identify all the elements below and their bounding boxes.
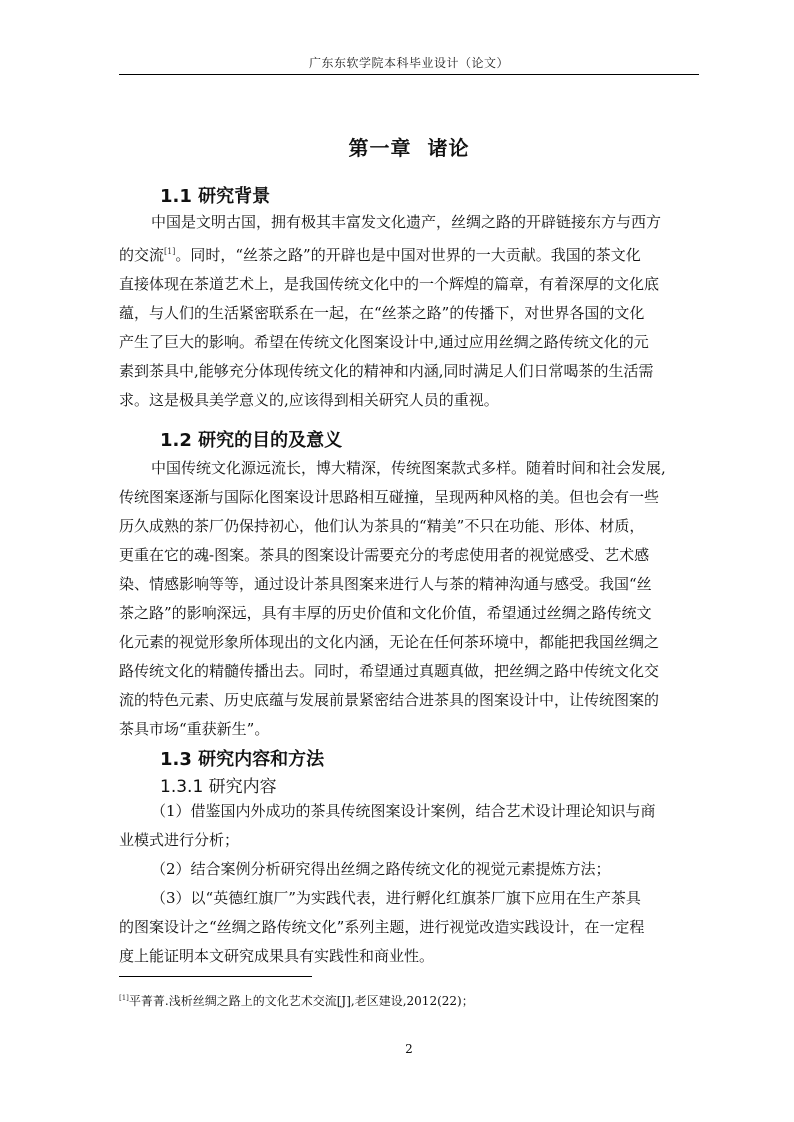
section-1-3-paragraphs [119, 797, 704, 971]
footnote-text: 平菁菁.浅析丝绸之路上的文化艺术交流[J],老区建设,2012(22)； [128, 994, 474, 1008]
text-line: （3）以“英德红旗厂”为实践代表，进行孵化红旗茶厂旗下应用在生产茶具 [151, 889, 641, 907]
chapter-number: 第一章 [348, 136, 412, 160]
footnote-reference[interactable]: [1] [164, 247, 176, 256]
text-line: 中国传统文化源远流长，博大精深，传统图案款式多样。随着时间和社会发展, [151, 459, 666, 477]
text-line: 素到茶具中,能够充分体现传统文化的精神和内涵,同时满足人们日常喝茶的生活需 [119, 362, 654, 380]
section-1-2-paragraph [119, 454, 704, 744]
section-heading-1-3: 1.3 研究内容和方法 [160, 749, 325, 770]
text-line: 中国是文明古国，拥有极其丰富发文化遗产，丝绸之路的开辟链接东方与西方 [151, 213, 662, 231]
text-line: 更重在它的魂-图案。茶具的图案设计需要充分的考虑使用者的视觉感受、艺术感 [119, 546, 650, 564]
text-line: 业模式进行分析； [119, 831, 240, 849]
text-line: 直接体现在茶道艺术上，是我国传统文化中的一个辉煌的篇章，有着深厚的文化底 [119, 275, 660, 293]
text-line: 产生了巨大的影响。希望在传统文化图案设计中,通过应用丝绸之路传统文化的元 [119, 333, 649, 351]
header-divider [119, 74, 699, 75]
text-line: 路传统文化的精髓传播出去。同时，希望通过真题真做，把丝绸之路中传统文化交 [119, 662, 660, 680]
text-line: 染、情感影响等等，通过设计茶具图案来进行人与茶的精神沟通与感受。我国“丝 [119, 575, 652, 593]
text-line: 茶之路”的影响深远，具有丰厚的历史价值和文化价值，希望通过丝绸之路传统文 [119, 604, 652, 622]
text-line: 求。这是极具美学意义的,应该得到相关研究人员的重视。 [119, 391, 499, 409]
text-fragment: 的交流 [119, 246, 165, 264]
page-number: 2 [405, 1042, 413, 1056]
text-line: 历久成熟的茶厂仍保持初心，他们认为茶具的“精美”不只在功能、形体、材质， [119, 517, 645, 535]
text-line: （2）结合案例分析研究得出丝绸之路传统文化的视觉元素提炼方法； [151, 860, 611, 878]
text-fragment: 。同时，“丝茶之路”的开辟也是中国对世界的一大贡献。我国的茶文化 [175, 246, 641, 264]
text-line: （1）借鉴国内外成功的茶具传统图案设计案例，结合艺术设计理论知识与商 [151, 802, 656, 820]
text-line: 传统图案逐渐与国际化图案设计思路相互碰撞，呈现两种风格的美。但也会有一些 [119, 488, 660, 506]
text-line: 化元素的视觉形象所体现出的文化内涵，无论在任何茶环境中，都能把我国丝绸之 [119, 633, 660, 651]
footnote-marker: [1] [119, 994, 129, 1002]
text-line: 流的特色元素、历史底蕴与发展前景紧密结合进茶具的图案设计中，让传统图案的 [119, 691, 660, 709]
text-line: 的图案设计之“丝绸之路传统文化”系列主题，进行视觉改造实践设计，在一定程 [119, 918, 645, 936]
text-line: 茶具市场“重获新生”。 [119, 720, 270, 738]
page-header: 广东东软学院本科毕业设计（论文） [308, 56, 509, 70]
chapter-title [119, 132, 699, 161]
text-line: 度上能证明本文研究成果具有实践性和商业性。 [119, 947, 435, 965]
section-heading-1-2: 1.2 研究的目的及意义 [160, 430, 343, 451]
footnote [119, 992, 704, 1009]
text-line: 蕴，与人们的生活紧密联系在一起，在“丝茶之路”的传播下，对世界各国的文化 [119, 304, 645, 322]
footnote-divider [119, 976, 312, 977]
chapter-name: 诸论 [427, 136, 470, 160]
text-line [119, 237, 704, 270]
subsection-heading-1-3-1: 1.3.1 研究内容 [160, 777, 277, 797]
section-1-1-paragraph [119, 208, 704, 415]
section-heading-1-1: 1.1 研究背景 [160, 186, 271, 207]
